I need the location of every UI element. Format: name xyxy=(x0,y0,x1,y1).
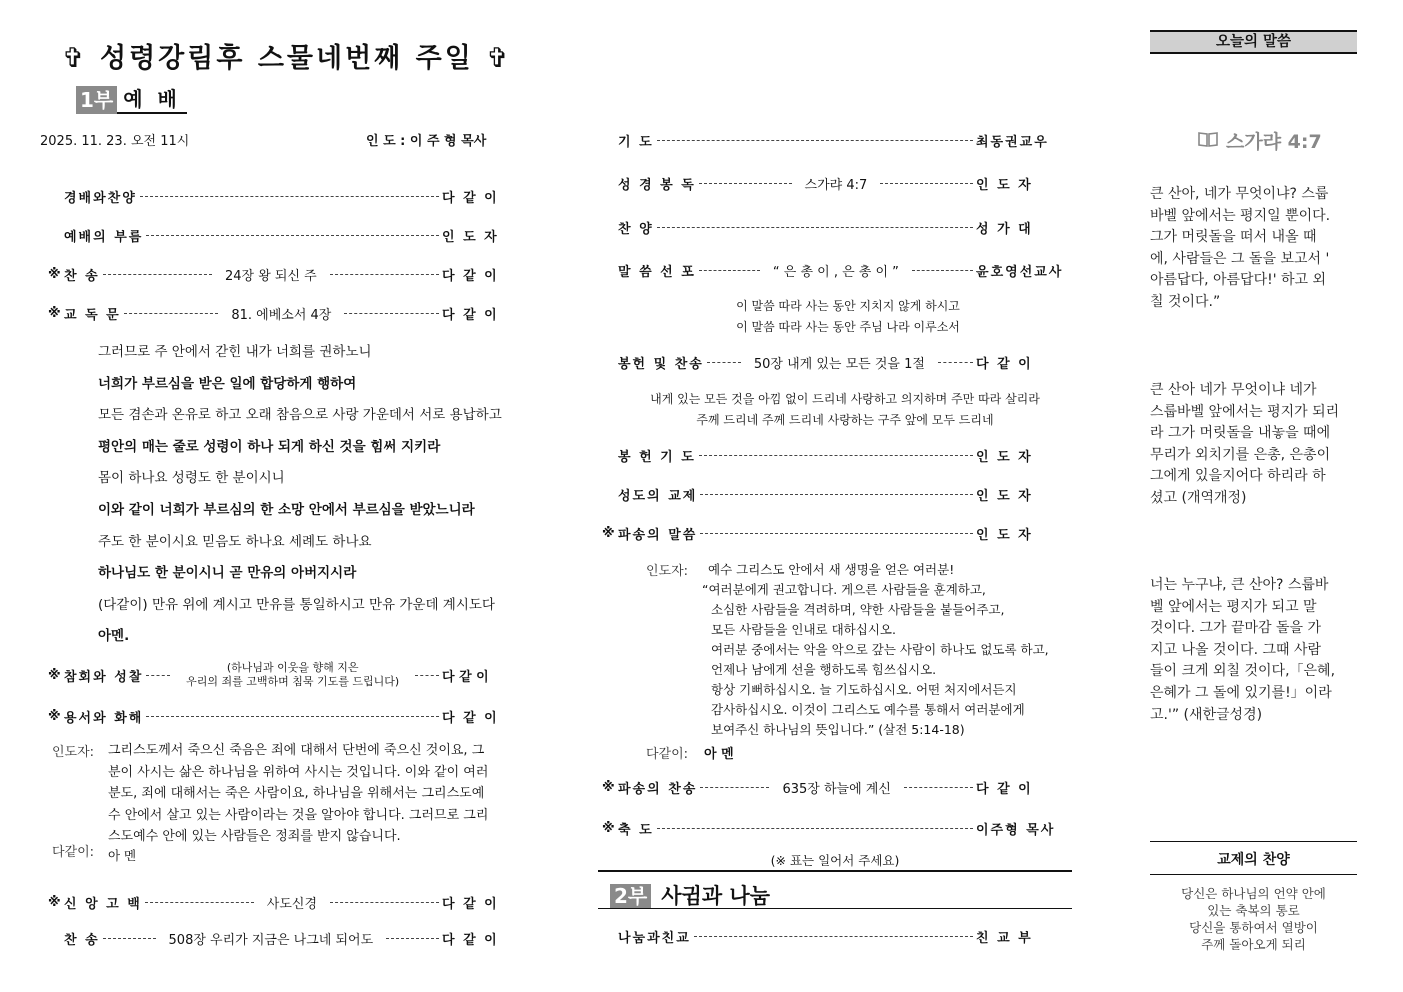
service-leader: 인 도 : 이 주 형 목사 xyxy=(366,134,487,149)
scripture-line: 스룹바벨 앞에서는 평지가 되리 xyxy=(1150,403,1340,420)
song-line: 있는 축복의 통로 xyxy=(1207,903,1300,918)
order-label: 봉 헌 기 도 xyxy=(618,449,696,465)
order-label: 성도의 교제 xyxy=(618,488,698,504)
standing-mark: ※ xyxy=(48,667,61,683)
sending-line: 항상 기뻐하십시오. 늘 기도하십시오. 어떤 처지에서든지 xyxy=(711,682,1017,697)
sidebar-heading: 오늘의 말씀 xyxy=(1150,30,1357,54)
scripture-line: 은혜가 그 돌에 있기를!」이라 xyxy=(1150,685,1332,701)
forgiveness-line: 분도, 죄에 대해서는 죽은 사람이요, 하나님을 위해서는 그리스도예 xyxy=(108,786,485,801)
song-heading: 교제의 찬양 xyxy=(1217,852,1290,868)
scripture-line: 바벨 앞에서는 평지일 뿐이다. xyxy=(1150,207,1331,224)
order-item xyxy=(48,225,522,245)
order-label: 경배와찬양 xyxy=(64,190,137,206)
order-label: 축 도 xyxy=(618,822,654,838)
order-label: 찬 송 xyxy=(64,932,100,948)
order-detail: 24장 왕 되신 주 xyxy=(224,268,317,284)
reading-line: 몸이 하나요 성령도 한 분이시니 xyxy=(98,470,285,487)
order-label: 성 경 봉 독 xyxy=(618,177,696,193)
confession-note-line-1: (하나님과 이웃을 향해 지은 xyxy=(226,661,359,674)
song-line: 당신은 하나님의 언약 안에 xyxy=(1181,886,1326,901)
order-performer: 다 같 이 xyxy=(442,307,499,323)
standing-mark: ※ xyxy=(48,266,61,282)
order-detail: 81. 에베소서 4장 xyxy=(231,307,332,323)
scripture-line: 큰 산아, 네가 무엇이냐? 스룹 xyxy=(1150,186,1329,202)
order-detail: 508장 우리가 지금은 나그네 되어도 xyxy=(168,932,374,948)
order-label: 신 앙 고 백 xyxy=(64,896,142,912)
sending-line: 여러분 중에서는 악을 악으로 갚는 사람이 하나도 없도록 하고, xyxy=(711,642,1049,657)
order-item xyxy=(602,217,1072,237)
order-item-fellowship xyxy=(602,926,1072,946)
order-detail: 사도신경 xyxy=(266,896,318,912)
service-date: 2025. 11. 23. 오전 11시 xyxy=(40,134,190,149)
order-item xyxy=(602,260,1072,280)
scripture-line: 칠 것이다.” xyxy=(1150,294,1221,310)
part1-label xyxy=(76,86,187,114)
forgiveness-all-response: 아 멘 xyxy=(108,848,137,863)
scripture-line: 벨 앞에서는 평지가 되고 말 xyxy=(1150,598,1317,615)
order-item xyxy=(602,523,1072,543)
order-performer: 다 같 이 xyxy=(442,669,489,685)
order-label: 찬 송 xyxy=(64,268,100,284)
scripture-line: 고.'” (새한글성경) xyxy=(1150,706,1263,723)
sending-line: 언제나 남에게 선을 행하도록 힘쓰십시오. xyxy=(711,662,937,677)
divider xyxy=(598,870,1072,872)
sending-all-response: 아 멘 xyxy=(704,747,734,762)
offering-hymn-line-2: 주께 드리네 주께 드리네 사랑하는 구주 앞에 모두 드리네 xyxy=(696,413,994,427)
standing-mark: ※ xyxy=(602,525,615,541)
order-item xyxy=(48,928,522,948)
reading-line: 주도 한 분이시요 믿음도 하나요 세례도 하나요 xyxy=(98,533,372,550)
order-performer: 이주형 목사 xyxy=(976,822,1056,838)
order-performer: 다 같 이 xyxy=(442,896,499,912)
sermon-hymn-line-2: 이 말씀 따라 사는 동안 주님 나라 이루소서 xyxy=(736,320,960,334)
order-label: 파송의 말씀 xyxy=(618,527,698,543)
scripture-line: 라 그가 머릿돌을 내놓을 때에 xyxy=(1150,425,1331,442)
order-performer: 인 도 자 xyxy=(976,449,1033,465)
order-label: 찬 양 xyxy=(618,221,654,237)
order-performer: 다 같 이 xyxy=(442,710,499,726)
scripture-line: 들이 크게 외칠 것이다,「은혜, xyxy=(1150,663,1336,680)
order-item-confession xyxy=(48,663,522,687)
order-item xyxy=(602,173,1072,193)
order-performer: 다 같 이 xyxy=(442,190,499,206)
order-label: 참회와 성찰 xyxy=(64,669,144,685)
scripture-line: 그에게 있을지어다 하리라 하 xyxy=(1150,468,1326,485)
scripture-line: 에, 사람들은 그 돌을 보고서 ' xyxy=(1150,250,1330,267)
order-label: 파송의 찬송 xyxy=(618,781,698,797)
order-label: 기 도 xyxy=(618,134,654,150)
sending-line: 모든 사람들을 인내로 대하십시오. xyxy=(711,622,896,637)
order-item xyxy=(602,818,1072,838)
order-detail: 50장 내게 있는 모든 것을 1절 xyxy=(753,356,925,372)
order-performer: 다 같 이 xyxy=(976,781,1033,797)
song-line: 당신을 통하여서 열방이 xyxy=(1189,920,1318,935)
order-performer: 인 도 자 xyxy=(976,488,1033,504)
forgiveness-line: 그리스도께서 죽으신 죽음은 죄에 대해서 단번에 죽으신 것이요, 그 xyxy=(108,743,485,758)
order-detail: 635장 하늘에 계신 xyxy=(782,781,891,797)
order-label: 예배의 부름 xyxy=(64,229,144,245)
sending-line: 감사하십시오. 이것이 그리스도 예수를 통해서 여러분에게 xyxy=(711,702,1025,717)
order-label: 봉헌 및 찬송 xyxy=(618,356,704,372)
reading-line: 아멘. xyxy=(98,628,130,645)
scripture-line: 무리가 외치기를 은총, 은총이 xyxy=(1150,446,1331,463)
scripture-line: 아름답다, 아름답다!' 하고 외 xyxy=(1150,272,1327,289)
reading-line: 하나님도 한 분이시니 곧 만유의 아버지시라 xyxy=(98,565,357,582)
sending-line: “여러분에게 권고합니다. 게으른 사람들을 훈계하고, xyxy=(702,582,986,597)
sending-line: 보여주신 하나님의 뜻입니다.” (살전 5:14-18) xyxy=(711,722,965,737)
page-title: ✞ 성령강림후 스물네번째 주일 ✞ xyxy=(62,43,512,74)
divider xyxy=(1150,874,1357,875)
song-line: 주께 돌아오게 되리 xyxy=(1201,937,1306,952)
sending-line: 예수 그리스도 안에서 새 생명을 얻은 여러분! xyxy=(708,562,955,577)
scripture-line: 셨고 (개역개정) xyxy=(1150,490,1247,506)
scripture-line: 너는 누구냐, 큰 산아? 스룹바 xyxy=(1150,577,1329,593)
order-label: 교 독 문 xyxy=(64,307,121,323)
order-performer: 인 도 자 xyxy=(442,229,499,245)
divider xyxy=(598,908,1072,909)
order-item xyxy=(48,303,522,323)
forgiveness-line: 스도예수 안에 있는 사람들은 정죄를 받지 않습니다. xyxy=(108,829,401,844)
order-performer: 다 같 이 xyxy=(442,268,499,284)
part2-label xyxy=(610,884,780,908)
scripture-line: 지고 나올 것이다. 그때 사람 xyxy=(1150,641,1322,658)
part2-name: 사귐과 나눔 xyxy=(661,884,770,908)
order-item-offering xyxy=(602,352,1072,372)
sending-line: 소심한 사람들을 격려하며, 약한 사람들을 붙들어주고, xyxy=(711,602,1005,617)
standing-mark: ※ xyxy=(602,779,615,795)
forgiveness-line: 분이 사시는 삶은 하나님을 위하여 사시는 것입니다. 이와 같이 여러 xyxy=(108,764,489,780)
reading-line: 평안의 매는 줄로 성령이 하나 되게 하신 것을 힘써 지키라 xyxy=(98,438,441,455)
order-performer: 인 도 자 xyxy=(976,527,1033,543)
order-item xyxy=(48,186,522,206)
forgiveness-leader-label: 인도자: xyxy=(52,745,95,760)
reading-line: 이와 같이 너희가 부르심의 한 소망 안에서 부르심을 받았느니라 xyxy=(98,502,475,518)
scripture-reference-text: 스가랴 4:7 xyxy=(1226,131,1322,153)
order-detail: “ 은 총 이 , 은 총 이 ” xyxy=(772,264,899,280)
order-performer: 다 같 이 xyxy=(442,932,499,948)
standing-mark: ※ xyxy=(602,820,615,836)
forgiveness-all-label: 다같이: xyxy=(52,845,95,860)
sending-leader-label: 인도자: xyxy=(646,564,689,579)
order-item-forgiveness xyxy=(48,706,522,726)
part1-number: 1부 xyxy=(76,86,117,114)
scripture-line: 그가 머릿돌을 떠서 내올 때 xyxy=(1150,229,1317,246)
reading-line: 너희가 부르심을 받은 일에 합당하게 행하여 xyxy=(98,375,357,392)
offering-hymn-line-1: 내게 있는 모든 것을 아낌 없이 드리네 사랑하고 의지하며 주만 따라 살리라 xyxy=(650,392,1040,406)
order-item xyxy=(48,264,522,284)
order-label: 나눔과친교 xyxy=(618,930,691,946)
order-performer: 친 교 부 xyxy=(976,930,1033,946)
reading-line: (다같이) 만유 위에 계시고 만유를 통일하시고 만유 가운데 계시도다 xyxy=(98,596,495,613)
order-performer: 최동권교우 xyxy=(976,134,1049,150)
order-item xyxy=(602,777,1072,797)
reading-line: 모든 겸손과 온유로 하고 오래 참음으로 사랑 가운데서 서로 용납하고 xyxy=(98,407,502,424)
order-performer: 다 같 이 xyxy=(976,356,1033,372)
order-performer: 성 가 대 xyxy=(976,221,1033,237)
order-detail: 스가랴 4:7 xyxy=(804,177,868,193)
scripture-line: 큰 산아 네가 무엇이냐 네가 xyxy=(1150,382,1317,398)
order-item xyxy=(602,484,1072,504)
scripture-reference xyxy=(1198,127,1322,154)
order-item xyxy=(48,892,522,912)
book-icon xyxy=(1198,130,1218,152)
standing-mark: ※ xyxy=(48,894,61,910)
order-item xyxy=(602,130,1072,150)
sending-all-label: 다같이: xyxy=(646,747,689,762)
standing-mark: ※ xyxy=(48,708,61,724)
order-performer: 윤호영선교사 xyxy=(976,264,1064,280)
standing-note: (※ 표는 일어서 주세요) xyxy=(770,853,900,868)
part1-name: 예 배 xyxy=(117,86,187,114)
order-label: 용서와 화해 xyxy=(64,710,144,726)
order-item xyxy=(602,445,1072,465)
forgiveness-line: 수 안에서 살고 있는 사람이라는 것을 알아야 합니다. 그러므로 그리 xyxy=(108,807,489,823)
part2-number: 2부 xyxy=(610,884,651,908)
divider xyxy=(1150,841,1357,842)
sermon-hymn-line-1: 이 말씀 따라 사는 동안 지치지 않게 하시고 xyxy=(736,299,960,313)
order-label: 말 씀 선 포 xyxy=(618,264,696,280)
order-performer: 인 도 자 xyxy=(976,177,1033,193)
confession-note-line-2: 우리의 죄를 고백하며 침묵 기도를 드립니다) xyxy=(186,675,400,688)
scripture-line: 것이다. 그가 끝마감 돌을 가 xyxy=(1150,620,1322,637)
standing-mark: ※ xyxy=(48,305,61,321)
reading-line: 그러므로 주 안에서 갇힌 내가 너희를 권하노니 xyxy=(98,344,372,360)
